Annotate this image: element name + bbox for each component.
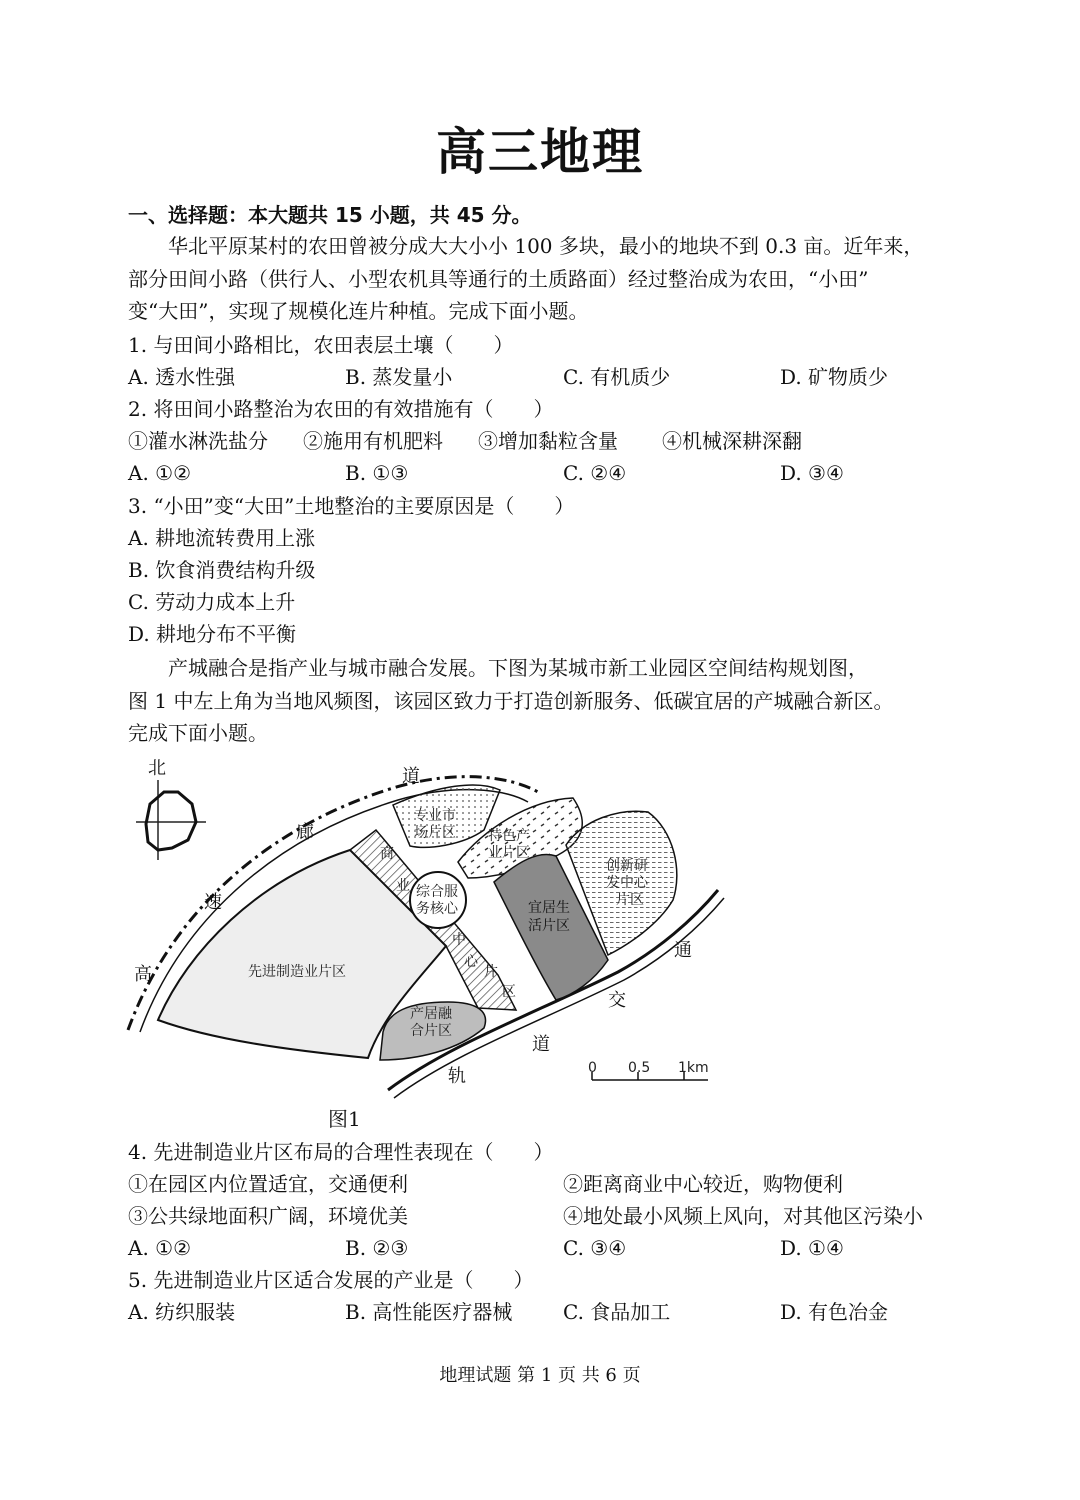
label-market: 场片区 (414, 825, 456, 841)
passage-1-line: 华北平原某村的农田曾被分成大大小小 100 多块，最小的地块不到 0.3 亩。近年来， (168, 234, 924, 258)
scale-label: 1km (678, 1060, 709, 1076)
q5-option-d: D. 有色冶金 (780, 1300, 889, 1324)
north-label: 北 (148, 758, 166, 779)
q5-option-a: A. 纺织服装 (128, 1300, 236, 1324)
q4-option-c: C. ③④ (563, 1236, 627, 1260)
question-2-stem: 2. 将田间小路整治为农田的有效措施有（ ） (128, 397, 554, 421)
label-core: 综合服 (416, 884, 458, 900)
road-label: 高 (134, 964, 152, 985)
label-commerce-char: 片 (484, 964, 498, 980)
passage-1-line: 部分田间小路（供行人、小型农机具等通行的土质路面）经过整治成为农田，“小田” (128, 266, 869, 291)
wind-rose-icon (136, 780, 206, 860)
label-commerce-char: 心 (464, 954, 478, 970)
scale-bar (588, 1060, 709, 1080)
road-label: 轨 (448, 1066, 466, 1087)
label-living: 活片区 (528, 918, 570, 934)
label-special: 特色产 (488, 828, 530, 844)
q4-option-b: B. ②③ (345, 1236, 409, 1260)
label-living: 宜居生 (528, 900, 570, 916)
q1-option-c: C. 有机质少 (563, 365, 671, 389)
q4-option-d: D. ①④ (780, 1236, 844, 1260)
q2-option-a: A. ①② (128, 461, 192, 485)
passage-1 (128, 230, 958, 328)
scale-label: 0.5 (628, 1060, 651, 1076)
label-special: 业片区 (488, 845, 530, 861)
question-3-stem: 3. “小田”变“大田”土地整治的主要原因是（ ） (128, 494, 575, 518)
label-market: 专业市 (414, 808, 456, 824)
zone-service-core (410, 872, 466, 928)
question-1-stem: 1. 与田间小路相比，农田表层土壤（ ） (128, 333, 514, 357)
q3-option-a: A. 耕地流转费用上涨 (128, 526, 316, 550)
q3-option-b: B. 饮食消费结构升级 (128, 558, 316, 582)
road-label: 通 (674, 940, 692, 961)
question-4-stem: 4. 先进制造业片区布局的合理性表现在（ ） (128, 1140, 554, 1164)
scale-label: 0 (588, 1060, 597, 1076)
passage-2-line: 图 1 中左上角为当地风频图，该园区致力于打造创新服务、低碳宜居的产城融合新区。 (128, 688, 894, 713)
q4-item-2: ②距离商业中心较近，购物便利 (563, 1172, 843, 1196)
q3-option-d: D. 耕地分布不平衡 (128, 622, 297, 646)
question-5-stem: 5. 先进制造业片区适合发展的产业是（ ） (128, 1268, 534, 1292)
label-innovation: 片区 (616, 892, 644, 908)
passage-1-line: 变“大田”，实现了规模化连片种植。完成下面小题。 (128, 299, 589, 323)
q4-item-1: ①在园区内位置适宜，交通便利 (128, 1172, 408, 1196)
q2-item-2: ②施用有机肥料 (303, 429, 443, 453)
q1-option-b: B. 蒸发量小 (345, 365, 453, 389)
label-commerce-char: 中 (452, 932, 466, 948)
figure-caption: 图1 (328, 1107, 361, 1131)
page-title: 高三地理 (436, 123, 644, 181)
q2-item-3: ③增加黏粒含量 (478, 429, 618, 453)
label-core: 务核心 (416, 901, 458, 917)
passage-2-line: 产城融合是指产业与城市融合发展。下图为某城市新工业园区空间结构规划图， (168, 656, 868, 680)
page-footer: 地理试题 第 1 页 共 6 页 (439, 1365, 641, 1386)
road-label: 道 (402, 766, 420, 787)
road-label: 速 (204, 892, 222, 913)
q2-option-c: C. ②④ (563, 461, 627, 485)
passage-2-line: 完成下面小题。 (128, 721, 268, 745)
road-label: 廊 (296, 822, 314, 843)
q4-item-3: ③公共绿地面积广阔，环境优美 (128, 1204, 408, 1228)
q2-option-b: B. ①③ (345, 461, 409, 485)
label-innovation: 发中心 (606, 875, 648, 891)
label-fusion: 合片区 (410, 1023, 452, 1039)
road-label: 交 (608, 990, 626, 1011)
label-commerce-char: 业 (396, 878, 410, 894)
q5-option-c: C. 食品加工 (563, 1300, 671, 1324)
q2-item-1: ①灌水淋洗盐分 (128, 429, 268, 453)
q2-item-4: ④机械深耕深翻 (662, 429, 802, 453)
label-manufacturing: 先进制造业片区 (248, 964, 346, 980)
section-heading: 一、选择题：本大题共 15 小题，共 45 分。 (128, 203, 532, 227)
q4-item-4: ④地处最小风频上风向，对其他区污染小 (563, 1204, 923, 1228)
q5-option-b: B. 高性能医疗器械 (345, 1300, 513, 1324)
q1-option-d: D. 矿物质少 (780, 365, 889, 389)
q1-option-a: A. 透水性强 (128, 365, 236, 389)
road-label: 道 (532, 1034, 550, 1055)
q2-option-d: D. ③④ (780, 461, 844, 485)
q3-option-c: C. 劳动力成本上升 (128, 590, 296, 614)
label-commerce-char: 商 (380, 846, 394, 862)
label-commerce-char: 区 (502, 984, 516, 1000)
passage-2 (128, 652, 958, 750)
label-innovation: 创新研 (606, 858, 648, 874)
q4-option-a: A. ①② (128, 1236, 192, 1260)
label-fusion: 产居融 (410, 1006, 452, 1022)
park-plan-map (118, 750, 738, 1100)
